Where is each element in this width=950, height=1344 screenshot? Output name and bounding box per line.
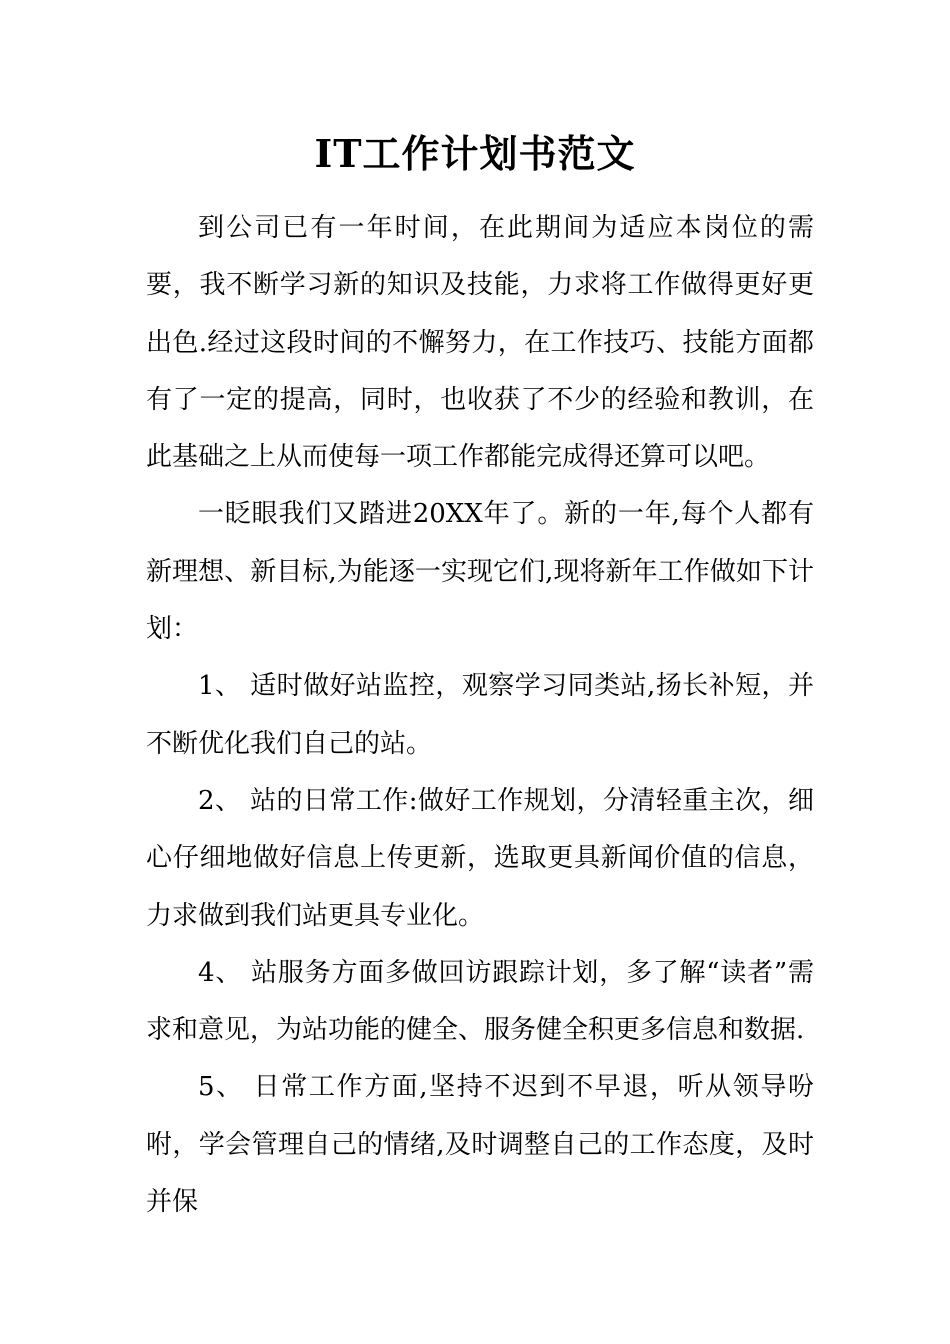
document-body	[146, 200, 814, 1231]
paragraph-new-year: 一眨眼我们又踏进20XX年了。新的一年,每个人都有新理想、新目标,为能逐一实现它们,现将新年工作做如下计划：	[146, 499, 814, 645]
plan-item-2: 2、 站的日常工作:做好工作规划，分清轻重主次，细心仔细地做好信息上传更新，选取更具新闻价值的信息，力求做到我们站更具专业化。	[146, 785, 814, 931]
plan-item-1: 1、 适时做好站监控，观察学习同类站,扬长补短，并不断优化我们自己的站。	[146, 671, 814, 759]
document-title: IT工作计划书范文	[314, 131, 636, 176]
plan-item-4: 4、 站服务方面多做回访跟踪计划，多了解“读者”需求和意见，为站功能的健全、服务健全积更多信息和数据.	[146, 957, 814, 1046]
paragraph-intro: 到公司已有一年时间，在此期间为适应本岗位的需要，我不断学习新的知识及技能，力求将工作做得更好更出色.经过这段时间的不懈努力，在工作技巧、技能方面都有了一定的提高，同时，也收获了不少的经验和教训，在此基础之上从而使每一项工作都能完成得还算可以吧。	[146, 213, 814, 473]
plan-item-5: 5、 日常工作方面,坚持不迟到不早退，听从领导吩咐，学会管理自己的情绪,及时调整自己的工作态度，及时并保	[146, 1072, 814, 1218]
